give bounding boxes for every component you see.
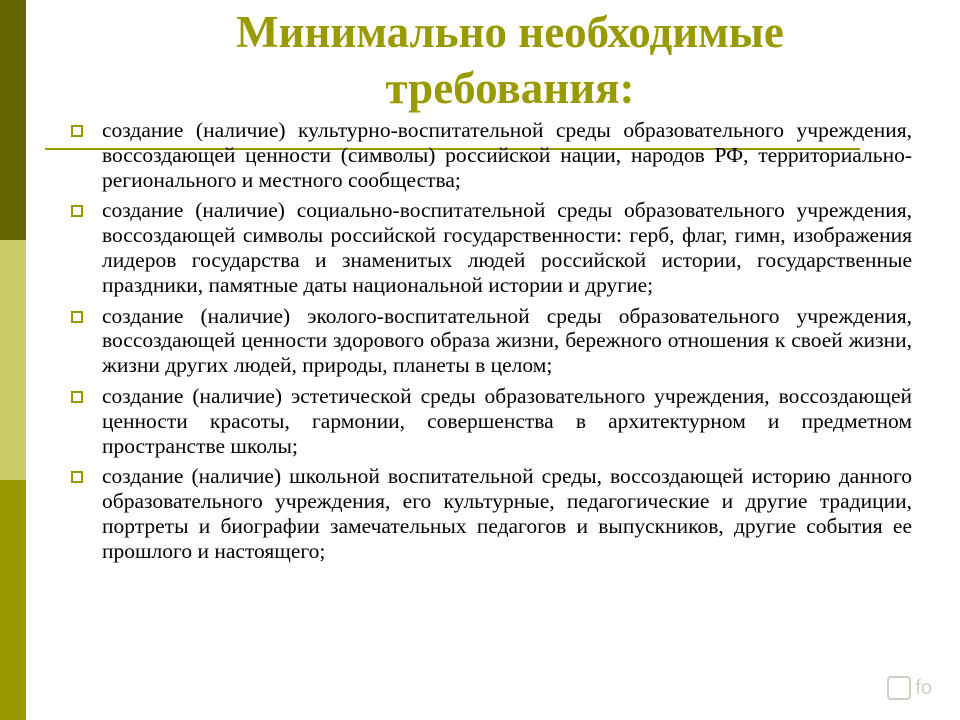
list-item-text: создание (наличие) эколого-воспитательной среды образовательного учреждения, воссоздающей ценности здорового образа жизни, бережного отношения к своей жизни, жизни других людей, природы, планеты в целом; [102,303,912,378]
square-bullet-icon [71,471,83,483]
watermark-icon [887,676,911,700]
slide-title [60,4,960,116]
list-item [64,198,912,297]
list-item-text: создание (наличие) социально-воспитательной среды образовательного учреждения, воссоздающей символы российской государственности: герб, флаг, гимн, изображения лидеров государства и знаменитых людей российской истории, государственные праздники, памятные даты национальной истории и другие; [102,198,912,297]
square-bullet-icon [71,311,83,323]
watermark-logo [887,676,932,700]
side-bar-middle [0,240,26,480]
side-bar-top [0,0,26,240]
list-item-text: создание (наличие) школьной воспитательной среды, воссоздающей историю данного образовательного учреждения, его культурные, педагогические и другие традиции, портреты и биографии замечательных педагогов и выпускников, другие события ее прошлого и настоящего; [102,464,912,563]
list-item-text: создание (наличие) эстетической среды образовательного учреждения, воссоздающей ценности красоты, гармонии, совершенства в архитектурном и предметном пространстве школы; [102,383,912,458]
list-item [64,464,912,563]
list-item [64,384,912,458]
list-item-text: создание (наличие) культурно-воспитательной среды образовательного учреждения, воссоздающей ценности (символы) российской нации, народов РФ, территориально-регионального и местного сообщества; [102,118,912,192]
requirements-list [64,118,912,570]
title-line-2: требования: [385,63,635,113]
list-item [64,118,912,192]
square-bullet-icon [71,391,83,403]
watermark-text: fo [915,676,932,699]
square-bullet-icon [71,125,83,137]
list-item [64,304,912,378]
title-line-1: Минимально необходимые [236,7,784,57]
square-bullet-icon [71,205,83,217]
side-bar-bottom [0,480,26,720]
